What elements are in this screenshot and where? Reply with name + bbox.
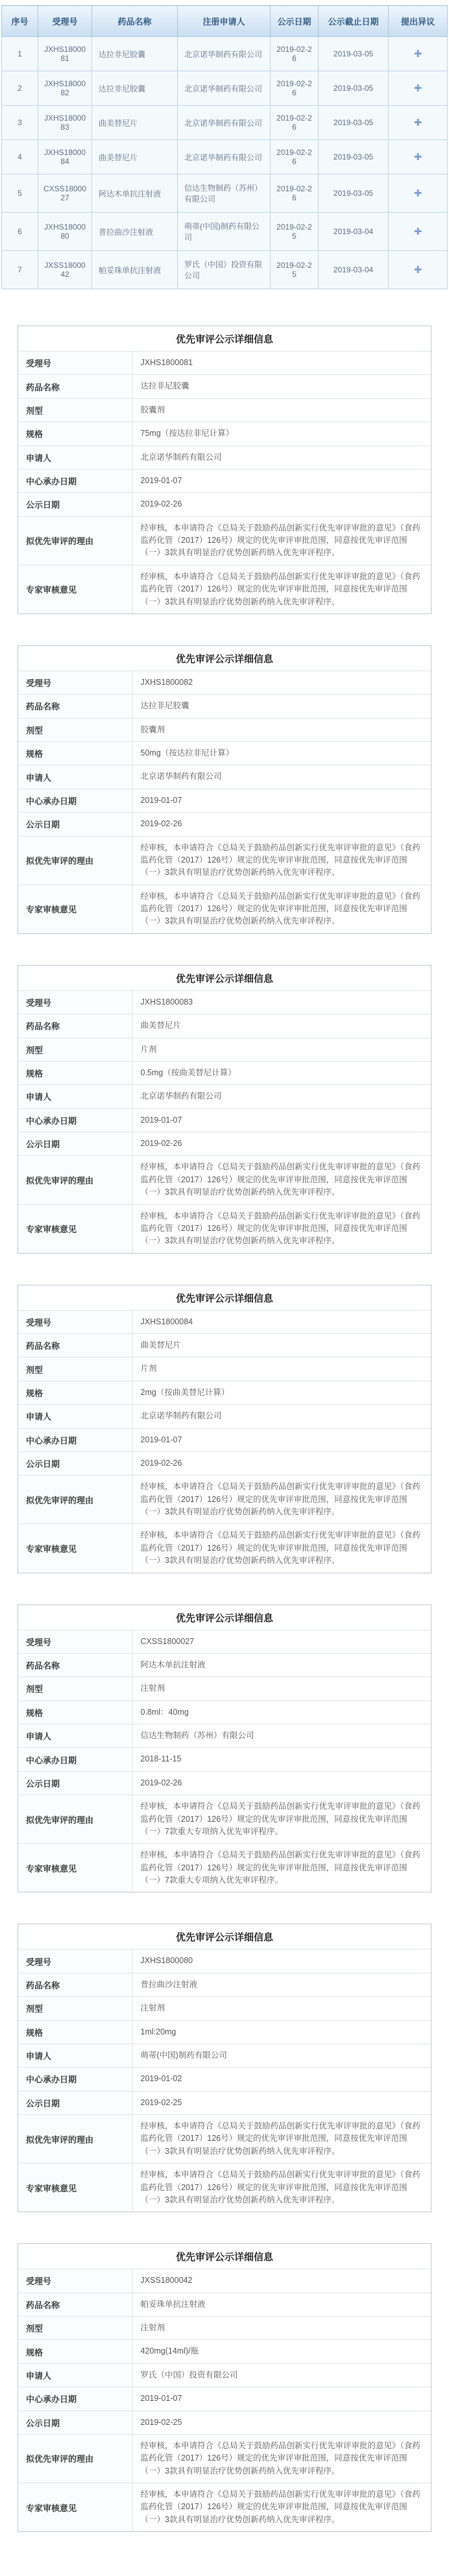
field-value: 片剂: [132, 1038, 431, 1061]
field-value: 经审核，本申请符合《总局关于鼓励药品创新实行优先审评审批的意见》（食药监药化管（2017）126号）规定的优先审评审批范围，同意按优先审评范围（一）3款具有明显治疗优势创新药纳入优先审评程序。: [132, 1524, 431, 1573]
field-label: 专家审核意见: [18, 2483, 132, 2532]
cell-objection: [389, 140, 448, 174]
field-row: [18, 1700, 431, 1724]
field-value: 0.8ml：40mg: [132, 1700, 431, 1724]
detail-section-1: [18, 326, 431, 614]
field-label: 中心承办日期: [18, 2068, 132, 2091]
field-row: [18, 1357, 431, 1381]
field-value: 2019-02-26: [132, 493, 431, 516]
field-value: 2019-01-07: [132, 469, 431, 492]
field-row: [18, 446, 431, 469]
field-label: 药品名称: [18, 1334, 132, 1357]
field-value: JXHS1800082: [132, 671, 431, 694]
objection-plus-icon[interactable]: ✚: [413, 264, 422, 276]
cell-publish_deadline: 2019-03-05: [319, 106, 389, 140]
field-value: JXHS1800080: [132, 1950, 431, 1973]
field-value: 75mg（按达拉非尼计算）: [132, 422, 431, 446]
field-row: [18, 1748, 431, 1771]
field-value: 胶囊剂: [132, 398, 431, 422]
field-value: CXSS1800027: [132, 1630, 431, 1653]
cell-publish_deadline: 2019-03-05: [319, 71, 389, 106]
field-label: 专家审核意见: [18, 565, 132, 614]
field-row: [18, 2363, 431, 2387]
field-row: [18, 1132, 431, 1156]
field-value: 经审核，本申请符合《总局关于鼓励药品创新实行优先审评审批的意见》（食药监药化管（2017）126号）规定的优先审评审批范围，同意按优先审评范围（一）3款具有明显治疗优势创新药纳入优先审评程序。: [132, 565, 431, 614]
field-label: 剂型: [18, 1357, 132, 1381]
header-cell-seq: 序号: [2, 6, 38, 37]
field-label: 中心承办日期: [18, 1748, 132, 1771]
field-row: [18, 2164, 431, 2212]
field-value: 2mg（按曲美替尼计算）: [132, 1381, 431, 1404]
detail-section-3: [18, 965, 431, 1254]
field-value: 帕妥珠单抗注射液: [132, 2293, 431, 2316]
field-label: 受理号: [18, 2269, 132, 2293]
table-row: [2, 213, 448, 251]
table-row: [2, 251, 448, 289]
field-label: 申请人: [18, 2044, 132, 2067]
field-value: 曲美替尼片: [132, 1014, 431, 1038]
field-row: [18, 742, 431, 765]
header-cell-publish_date: 公示日期: [271, 6, 319, 37]
field-label: 受理号: [18, 1630, 132, 1653]
cell-publish_date: 2019-02-26: [271, 71, 319, 106]
field-value: 片剂: [132, 1357, 431, 1381]
field-label: 专家审核意见: [18, 1844, 132, 1892]
header-cell-drug_name: 药品名称: [92, 6, 178, 37]
field-row: [18, 2044, 431, 2067]
field-label: 拟优先审评的理由: [18, 1475, 132, 1524]
detail-section-6: [18, 1924, 431, 2212]
field-label: 公示日期: [18, 813, 132, 836]
cell-publish_date: 2019-02-26: [271, 140, 319, 174]
cell-seq: 5: [2, 174, 38, 213]
field-label: 公示日期: [18, 1451, 132, 1475]
field-label: 剂型: [18, 1038, 132, 1061]
field-label: 药品名称: [18, 1973, 132, 1996]
cell-drug_name: 曲美替尼片: [92, 140, 178, 174]
field-row: [18, 1475, 431, 1524]
cell-publish_date: 2019-02-26: [271, 174, 319, 213]
cell-acceptance_no: JXHS1800082: [38, 71, 92, 106]
field-row: [18, 2020, 431, 2044]
field-row: [18, 1334, 431, 1357]
field-value: 2018-11-15: [132, 1748, 431, 1771]
field-value: 北京诺华制药有限公司: [132, 765, 431, 789]
section-title: 优先审评公示详细信息: [175, 653, 273, 665]
objection-plus-icon[interactable]: ✚: [413, 187, 422, 199]
field-value: 2019-01-07: [132, 1428, 431, 1451]
field-label: 剂型: [18, 718, 132, 741]
field-row: [18, 2483, 431, 2532]
field-label: 中心承办日期: [18, 469, 132, 492]
cell-seq: 4: [2, 140, 38, 174]
header-cell-applicant: 注册申请人: [178, 6, 271, 37]
field-value: JXSS1800042: [132, 2269, 431, 2293]
field-value: 信达生物制药（苏州）有限公司: [132, 1724, 431, 1748]
cell-drug_name: 达拉非尼胶囊: [92, 37, 178, 71]
cell-drug_name: 普拉曲沙注射液: [92, 213, 178, 251]
detail-table: [18, 990, 431, 1253]
cell-seq: 1: [2, 37, 38, 71]
detail-section-5: [18, 1604, 431, 1893]
field-row: [18, 1950, 431, 1973]
field-label: 申请人: [18, 1405, 132, 1428]
cell-objection: [389, 251, 448, 289]
field-row: [18, 1085, 431, 1108]
field-label: 受理号: [18, 1950, 132, 1973]
field-row: [18, 493, 431, 516]
field-label: 拟优先审评的理由: [18, 836, 132, 885]
cell-applicant: 北京诺华制药有限公司: [178, 106, 271, 140]
field-row: [18, 565, 431, 614]
field-row: [18, 1795, 431, 1844]
field-label: 药品名称: [18, 375, 132, 398]
detail-table: [18, 1949, 431, 2212]
field-row: [18, 765, 431, 789]
field-row: [18, 695, 431, 718]
field-label: 申请人: [18, 765, 132, 789]
objection-plus-icon[interactable]: ✚: [413, 117, 422, 128]
field-row: [18, 2293, 431, 2316]
field-value: 2019-01-07: [132, 789, 431, 812]
field-row: [18, 2317, 431, 2340]
summary-header-row: [2, 6, 448, 37]
field-label: 公示日期: [18, 2091, 132, 2114]
field-label: 专家审核意见: [18, 1204, 132, 1253]
cell-seq: 2: [2, 71, 38, 106]
field-value: 1ml:20mg: [132, 2020, 431, 2044]
field-row: [18, 1771, 431, 1795]
table-row: [2, 37, 448, 71]
field-row: [18, 2091, 431, 2114]
field-label: 规格: [18, 1061, 132, 1084]
field-row: [18, 352, 431, 375]
field-row: [18, 1451, 431, 1475]
field-value: 注射剂: [132, 2317, 431, 2340]
cell-objection: [389, 71, 448, 106]
field-value: 经审核，本申请符合《总局关于鼓励药品创新实行优先审评审批的意见》（食药监药化管（2017）126号）规定的优先审评审批范围，同意按优先审评范围（一）3款具有明显治疗优势创新药纳入优先审评程序。: [132, 516, 431, 565]
field-row: [18, 1973, 431, 1996]
field-row: [18, 1653, 431, 1676]
field-label: 受理号: [18, 352, 132, 375]
table-row: [2, 106, 448, 140]
field-label: 申请人: [18, 1724, 132, 1748]
field-label: 拟优先审评的理由: [18, 1795, 132, 1844]
field-value: 胶囊剂: [132, 718, 431, 741]
summary-table-body: [2, 37, 448, 289]
detail-table: [18, 1310, 431, 1573]
field-label: 药品名称: [18, 2293, 132, 2316]
field-value: 经审核，本申请符合《总局关于鼓励药品创新实行优先审评审批的意见》（食药监药化管（2017）126号）规定的优先审评审批范围，同意按优先审评范围（一）7款重大专项纳入优先审评程序。: [132, 1795, 431, 1844]
field-value: 经审核，本申请符合《总局关于鼓励药品创新实行优先审评审批的意见》（食药监药化管（2017）126号）规定的优先审评审批范围，同意按优先审评范围（一）3款具有明显治疗优势创新药纳入优先审评程序。: [132, 2434, 431, 2483]
field-row: [18, 1204, 431, 1253]
section-title: 优先审评公示详细信息: [175, 1612, 273, 1624]
field-value: 2019-01-07: [132, 1108, 431, 1132]
field-row: [18, 1310, 431, 1333]
field-row: [18, 2411, 431, 2434]
field-row: [18, 398, 431, 422]
field-label: 公示日期: [18, 1771, 132, 1795]
field-value: JXHS1800084: [132, 1310, 431, 1333]
detail-table: [18, 671, 431, 933]
field-row: [18, 1997, 431, 2020]
field-row: [18, 2068, 431, 2091]
field-value: JXHS1800083: [132, 990, 431, 1014]
objection-plus-icon[interactable]: ✚: [413, 226, 422, 237]
field-row: [18, 516, 431, 565]
field-label: 拟优先审评的理由: [18, 1156, 132, 1204]
section-title: 优先审评公示详细信息: [175, 1293, 273, 1304]
field-label: 规格: [18, 1700, 132, 1724]
cell-publish_date: 2019-02-26: [271, 106, 319, 140]
field-label: 受理号: [18, 1310, 132, 1333]
field-row: [18, 1844, 431, 1892]
cell-applicant: 北京诺华制药有限公司: [178, 37, 271, 71]
cell-acceptance_no: JXSS1800042: [38, 251, 92, 289]
field-label: 专家审核意见: [18, 885, 132, 933]
field-row: [18, 885, 431, 933]
field-label: 规格: [18, 2340, 132, 2363]
field-row: [18, 2387, 431, 2411]
field-label: 中心承办日期: [18, 1108, 132, 1132]
field-value: 经审核，本申请符合《总局关于鼓励药品创新实行优先审评审批的意见》（食药监药化管（2017）126号）规定的优先审评审批范围，同意按优先审评范围（一）3款具有明显治疗优势创新药纳入优先审评程序。: [132, 1204, 431, 1253]
cell-publish_date: 2019-02-25: [271, 213, 319, 251]
field-value: 注射剂: [132, 1677, 431, 1700]
field-value: 2019-02-26: [132, 813, 431, 836]
detail-section-7: [18, 2243, 431, 2532]
detail-section-4: [18, 1285, 431, 1573]
field-value: 2019-02-26: [132, 1771, 431, 1795]
field-row: [18, 1061, 431, 1084]
field-value: 经审核，本申请符合《总局关于鼓励药品创新实行优先审评审批的意见》（食药监药化管（2017）126号）规定的优先审评审批范围，同意按优先审评范围（一）7款重大专项纳入优先审评程序。: [132, 1844, 431, 1892]
section-title: 优先审评公示详细信息: [175, 1932, 273, 1944]
field-label: 剂型: [18, 1997, 132, 2020]
field-label: 受理号: [18, 990, 132, 1014]
field-label: 拟优先审评的理由: [18, 516, 132, 565]
field-row: [18, 1038, 431, 1061]
field-label: 专家审核意见: [18, 1524, 132, 1573]
cell-acceptance_no: JXHS1800081: [38, 37, 92, 71]
cell-objection: [389, 174, 448, 213]
cell-applicant: 北京诺华制药有限公司: [178, 140, 271, 174]
cell-drug_name: 曲美替尼片: [92, 106, 178, 140]
field-value: 2019-02-26: [132, 1132, 431, 1156]
cell-applicant: 罗氏（中国）投资有限公司: [178, 251, 271, 289]
field-label: 专家审核意见: [18, 2164, 132, 2212]
field-row: [18, 1428, 431, 1451]
field-label: 药品名称: [18, 695, 132, 718]
field-value: 2019-02-25: [132, 2411, 431, 2434]
table-row: [2, 140, 448, 174]
field-row: [18, 718, 431, 741]
field-row: [18, 671, 431, 694]
cell-publish_deadline: 2019-03-05: [319, 37, 389, 71]
field-value: 北京诺华制药有限公司: [132, 446, 431, 469]
cell-objection: [389, 37, 448, 71]
field-value: 萌蒂(中国)制药有限公司: [132, 2044, 431, 2067]
detail-table: [18, 351, 431, 614]
detail-section-2: [18, 645, 431, 934]
cell-applicant: 萌蒂(中国)制药有限公司: [178, 213, 271, 251]
field-value: 420mg(14ml)/瓶: [132, 2340, 431, 2363]
field-value: 经审核，本申请符合《总局关于鼓励药品创新实行优先审评审批的意见》（食药监药化管（2017）126号）规定的优先审评审批范围，同意按优先审评范围（一）3款具有明显治疗优势创新药纳入优先审评程序。: [132, 2164, 431, 2212]
field-label: 拟优先审评的理由: [18, 2115, 132, 2164]
field-label: 剂型: [18, 2317, 132, 2340]
detail-table: [18, 2269, 431, 2531]
cell-publish_deadline: 2019-03-04: [319, 251, 389, 289]
field-row: [18, 1108, 431, 1132]
field-label: 规格: [18, 742, 132, 765]
field-value: 2019-01-07: [132, 2387, 431, 2411]
cell-objection: [389, 106, 448, 140]
field-value: 北京诺华制药有限公司: [132, 1085, 431, 1108]
field-label: 中心承办日期: [18, 1428, 132, 1451]
objection-plus-icon[interactable]: ✚: [413, 151, 422, 163]
section-title: 优先审评公示详细信息: [175, 334, 273, 345]
field-value: 经审核，本申请符合《总局关于鼓励药品创新实行优先审评审批的意见》（食药监药化管（2017）126号）规定的优先审评审批范围，同意按优先审评范围（一）3款具有明显治疗优势创新药纳入优先审评程序。: [132, 885, 431, 933]
detail-sections-container: [1, 326, 448, 2532]
cell-seq: 7: [2, 251, 38, 289]
field-value: 50mg（按达拉非尼计算）: [132, 742, 431, 765]
field-label: 药品名称: [18, 1653, 132, 1676]
field-row: [18, 1405, 431, 1428]
field-label: 拟优先审评的理由: [18, 2434, 132, 2483]
field-value: JXHS1800081: [132, 352, 431, 375]
field-label: 公示日期: [18, 2411, 132, 2434]
objection-plus-icon[interactable]: ✚: [413, 82, 422, 94]
field-row: [18, 1014, 431, 1038]
field-row: [18, 1156, 431, 1204]
section-title: 优先审评公示详细信息: [175, 2252, 273, 2263]
cell-publish_date: 2019-02-26: [271, 37, 319, 71]
field-value: 罗氏（中国）投资有限公司: [132, 2363, 431, 2387]
cell-applicant: 北京诺华制药有限公司: [178, 71, 271, 106]
cell-objection: [389, 213, 448, 251]
cell-acceptance_no: JXHS1800083: [38, 106, 92, 140]
field-value: 2019-01-02: [132, 2068, 431, 2091]
field-label: 规格: [18, 1381, 132, 1404]
field-row: [18, 789, 431, 812]
field-value: 注射剂: [132, 1997, 431, 2020]
field-label: 中心承办日期: [18, 2387, 132, 2411]
field-value: 经审核，本申请符合《总局关于鼓励药品创新实行优先审评审批的意见》（食药监药化管（2017）126号）规定的优先审评审批范围，同意按优先审评范围（一）3款具有明显治疗优势创新药纳入优先审评程序。: [132, 1475, 431, 1524]
field-value: 北京诺华制药有限公司: [132, 1405, 431, 1428]
field-row: [18, 422, 431, 446]
cell-publish_date: 2019-02-25: [271, 251, 319, 289]
table-row: [2, 174, 448, 213]
field-row: [18, 2340, 431, 2363]
header-cell-publish_deadline: 公示截止日期: [319, 6, 389, 37]
field-row: [18, 2115, 431, 2164]
field-label: 剂型: [18, 1677, 132, 1700]
field-label: 公示日期: [18, 493, 132, 516]
cell-seq: 6: [2, 213, 38, 251]
field-value: 经审核，本申请符合《总局关于鼓励药品创新实行优先审评审批的意见》（食药监药化管（2017）126号）规定的优先审评审批范围，同意按优先审评范围（一）3款具有明显治疗优势创新药纳入优先审评程序。: [132, 1156, 431, 1204]
field-value: 达拉非尼胶囊: [132, 375, 431, 398]
header-cell-acceptance_no: 受理号: [38, 6, 92, 37]
field-label: 规格: [18, 422, 132, 446]
priority-review-summary-table: [1, 5, 448, 289]
field-row: [18, 2269, 431, 2293]
cell-acceptance_no: JXHS1800084: [38, 140, 92, 174]
field-row: [18, 375, 431, 398]
cell-applicant: 信达生物制药（苏州）有限公司: [178, 174, 271, 213]
field-row: [18, 1677, 431, 1700]
field-value: 2019-02-26: [132, 1451, 431, 1475]
cell-publish_deadline: 2019-03-05: [319, 174, 389, 213]
cell-drug_name: 帕妥珠单抗注射液: [92, 251, 178, 289]
field-label: 中心承办日期: [18, 789, 132, 812]
table-row: [2, 71, 448, 106]
cell-drug_name: 达拉非尼胶囊: [92, 71, 178, 106]
field-label: 公示日期: [18, 1132, 132, 1156]
field-label: 规格: [18, 2020, 132, 2044]
field-value: 普拉曲沙注射液: [132, 1973, 431, 1996]
header-cell-objection: 提出异议: [389, 6, 448, 37]
cell-publish_deadline: 2019-03-04: [319, 213, 389, 251]
objection-plus-icon[interactable]: ✚: [413, 48, 422, 60]
field-row: [18, 2434, 431, 2483]
cell-publish_deadline: 2019-03-05: [319, 140, 389, 174]
detail-table: [18, 1630, 431, 1892]
field-value: 曲美替尼片: [132, 1334, 431, 1357]
field-row: [18, 836, 431, 885]
cell-seq: 3: [2, 106, 38, 140]
field-row: [18, 813, 431, 836]
cell-acceptance_no: CXSS1800027: [38, 174, 92, 213]
field-label: 申请人: [18, 2363, 132, 2387]
field-value: 2019-02-25: [132, 2091, 431, 2114]
field-label: 申请人: [18, 446, 132, 469]
field-label: 剂型: [18, 398, 132, 422]
cell-acceptance_no: JXHS1800080: [38, 213, 92, 251]
field-value: 经审核，本申请符合《总局关于鼓励药品创新实行优先审评审批的意见》（食药监药化管（2017）126号）规定的优先审评审批范围，同意按优先审评范围（一）3款具有明显治疗优势创新药纳入优先审评程序。: [132, 2483, 431, 2532]
field-value: 达拉非尼胶囊: [132, 695, 431, 718]
field-row: [18, 1630, 431, 1653]
field-value: 经审核，本申请符合《总局关于鼓励药品创新实行优先审评审批的意见》（食药监药化管（2017）126号）规定的优先审评审批范围，同意按优先审评范围（一）3款具有明显治疗优势创新药纳入优先审评程序。: [132, 836, 431, 885]
section-title: 优先审评公示详细信息: [175, 973, 273, 984]
field-label: 受理号: [18, 671, 132, 694]
field-row: [18, 469, 431, 492]
field-row: [18, 990, 431, 1014]
field-label: 药品名称: [18, 1014, 132, 1038]
field-label: 申请人: [18, 1085, 132, 1108]
field-row: [18, 1524, 431, 1573]
field-value: 经审核，本申请符合《总局关于鼓励药品创新实行优先审评审批的意见》（食药监药化管（2017）126号）规定的优先审评审批范围，同意按优先审评范围（一）3款具有明显治疗优势创新药纳入优先审评程序。: [132, 2115, 431, 2164]
field-row: [18, 1724, 431, 1748]
field-value: 阿达木单抗注射液: [132, 1653, 431, 1676]
cell-drug_name: 阿达木单抗注射液: [92, 174, 178, 213]
field-row: [18, 1381, 431, 1404]
field-value: 0.5mg（按曲美替尼计算）: [132, 1061, 431, 1084]
